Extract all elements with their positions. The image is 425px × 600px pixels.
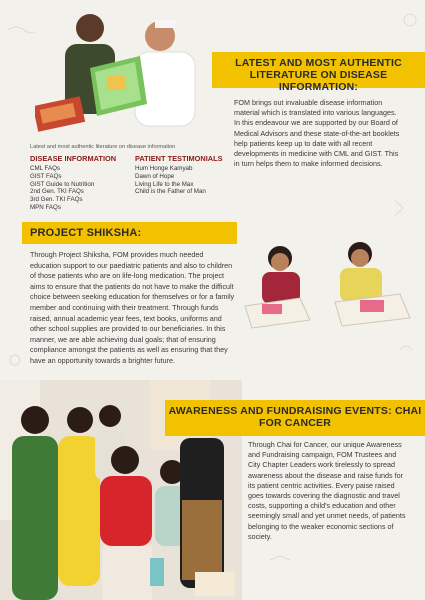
reading-booklet-photo	[35, 6, 210, 134]
literature-body: FOM brings out invaluable disease information material which is translated into various languages. In this endeavour we are supported by our Board of Medical Advisors and these state-of-the-art booklets help patients keep up to date with all recent developments in medicine with CML and GIST. This in turn helps them to make informed decisions.	[234, 98, 400, 169]
list-item: Living Life to the Max	[135, 180, 194, 188]
shiksha-body: Through Project Shiksha, FOM provides much needed education support to our paediatric patients and also to children of those patients who are on life-long medication. The project aims to ensure that the patients do not have to make the difficult choice between seeking education for themselves or for a family member and continuing with their treatment. Through funds raised, annual academic year fees, text books, uniforms and other school supplies are provided to our beneficiaries. In this manner, we are able achieving dual goals; that of ensuring compliance amongst the patients as well as ensuring that they have an opportunity towards a brighter future.	[30, 250, 235, 365]
literature-banner	[212, 52, 425, 93]
chai-title: AWARENESS AND FUNDRAISING EVENTS: CHAI FOR CANCER	[168, 405, 422, 429]
list-item: MPN FAQs	[30, 203, 61, 211]
list-item: Dawn of Hope	[135, 172, 175, 180]
list-item: CML FAQs	[30, 165, 61, 172]
shiksha-banner	[22, 222, 237, 244]
list-item: Child is the Father of Man	[135, 188, 206, 196]
shiksha-title: PROJECT SHIKSHA:	[30, 227, 142, 239]
list-item: Hum Honge Kamyab	[135, 165, 193, 172]
testimonials-title: PATIENT TESTIMONIALS	[135, 154, 223, 163]
list-item: 2nd Gen. TKI FAQs	[30, 188, 84, 196]
list-item: 3rd Gen. TKI FAQs	[30, 196, 83, 204]
list-item: GIST Guide to Nutrition	[30, 180, 95, 188]
chai-banner	[165, 400, 425, 436]
testimonials-list	[135, 154, 245, 196]
literature-caption: Latest and most authentic literature on disease information	[30, 144, 176, 150]
literature-title: LATEST AND MOST AUTHENTIC LITERATURE ON DISEASE INFORMATION:	[235, 57, 402, 93]
list-item: GIST FAQs	[30, 172, 62, 180]
girls-reading-photo	[240, 240, 420, 332]
disease-info-list	[30, 154, 130, 212]
disease-info-title: DISEASE INFORMATION	[30, 154, 117, 163]
chai-body: Through Chai for Cancer, our unique Awareness and Fundraising campaign, FOM Trustees and City Chapter Leaders work tirelessly to spread awareness about the disease and raise funds for its patient centric activities. Every paise raised goes towards covering the diagnostic and travel costs, supporting a child's education and other seemingly small and yet unmet needs, of patients belonging to the weaker economic sections of society.	[248, 440, 406, 541]
